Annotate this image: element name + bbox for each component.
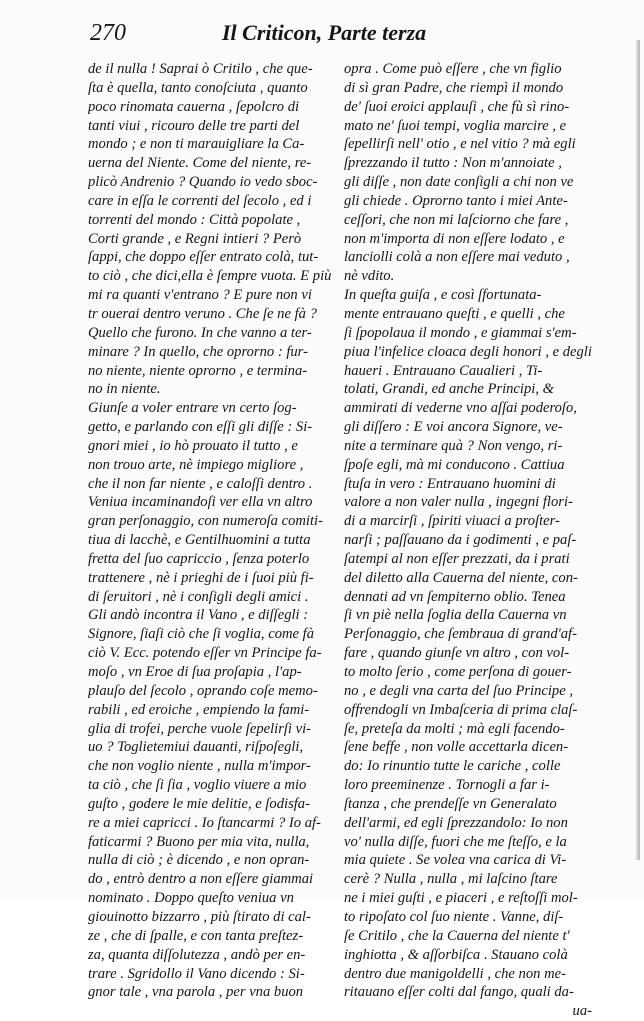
text-line: nite a terminare quà ? Non vengo, ri-	[344, 437, 563, 454]
text-line: ze , che di ſpalle, e con tanta preſtez-	[88, 927, 304, 944]
text-line: plicò Andrenio ? Quando io vedo sboc-	[88, 174, 318, 191]
text-line: Perſonaggio, che ſembraua di grand'af-	[344, 626, 577, 643]
text-line: ſi vn piè nella ſoglia della Cauerna vn	[344, 607, 567, 624]
text-line: ſepellirſi nell' otio , e nel vitio ? mà egli	[344, 136, 576, 153]
text-line: gnori miei , io hò prouato il tutto , e	[88, 437, 298, 454]
text-line: no in niente.	[88, 381, 161, 398]
text-line: poco rinomata cauerna , ſepolcro di	[88, 98, 300, 115]
text-line: no , e degli vna carta del ſuo Principe ,	[344, 682, 573, 699]
text-line: In queſta guiſa , e così ſfortunata-	[344, 287, 542, 304]
text-line: mi ra quanti v'entrano ? E pure non vi	[88, 287, 312, 304]
text-line: dell'armi, ed egli ſprezzandolo: Io non	[344, 814, 568, 831]
text-line: to molto ſerio , come perſona di gouer-	[344, 664, 572, 680]
text-line: to ciò , che dici,ella è ſempre vuota. E più	[88, 268, 332, 285]
text-line: di a marcirſi , ſpiriti viuaci a proſter-	[344, 513, 560, 530]
text-line: faticarmi ? Buono per mia vita, nulla,	[88, 833, 310, 850]
text-line: narſi ; paſſauano da i godimenti , e paſ-	[344, 532, 577, 549]
text-line: Gli andò incontra il Vano , e diſſegli :	[88, 607, 309, 624]
text-line: valore a non valer nulla , ingegni flori-	[344, 494, 573, 511]
text-line: Corti grande , e Regni intieri ? Però	[88, 230, 302, 247]
text-line: tr ouerai dentro veruno . Che ſe ne fà ?	[88, 305, 317, 322]
text-line: rabili , ed eroiche , empiendo la fami-	[88, 701, 310, 718]
page-header	[90, 16, 530, 50]
text-line: ne i miei guſti , e piaceri , e reſtoſſi mol-	[344, 890, 578, 907]
text-line: lanciolli colà a non eſſere mai veduto ,	[344, 249, 570, 266]
text-line: ciò V. Ecc. potendo eſſer vn Principe fa-	[88, 645, 322, 662]
text-line: vo' nulla diſſe, fuori che me ſteſſo, e la	[344, 833, 567, 850]
text-line: ſatempi al non eſſer prezzati, da i prati	[344, 550, 570, 567]
text-line: di ſeruitori , nè i conſigli degli amici .	[88, 588, 309, 605]
text-line: mondo ; e non ti marauigliare la Ca-	[88, 136, 305, 153]
text-column-right	[344, 60, 596, 1021]
text-line: de il nulla ! Saprai ò Critilo , che que-	[88, 61, 313, 77]
text-line: gli chiede . Oprorno tanto i miei Ante-	[344, 192, 568, 209]
text-line: Quello che furono. In che vanno a ter-	[88, 324, 312, 341]
text-line: no niente, niente oprorno , e termina-	[88, 362, 308, 379]
text-line: re a miei capricci . Io ſtancarmi ? Io af-	[88, 814, 321, 831]
text-line: ſi ſpopolaua il mondo , e giammai s'em-	[344, 324, 577, 341]
text-line: minare ? In quello, che oprorno : fur-	[88, 343, 308, 360]
text-line: opra . Come può eſſere , che vn figlio	[344, 61, 562, 77]
text-line: ammirati di vederne vno aſſai poderoſo,	[344, 400, 577, 417]
text-line: ceſſori, che non mi laſciorno che fare ,	[344, 211, 569, 228]
text-line: care in eſſa le correnti del ſecolo , ed i	[88, 192, 312, 209]
text-line: cerè ? Nulla , nulla , mi laſcino ſtare	[344, 871, 558, 888]
text-line: ritauano eſſer colti dal fango, quali da-	[344, 984, 574, 1001]
text-line: ſtanza , che prendeſſe vn Generalato	[344, 795, 557, 812]
text-line: glia di trofei, perche vuole ſepelirſi vi-	[88, 720, 312, 737]
text-line: mente entrauano queſti , e quelli , che	[344, 305, 565, 322]
text-line: del diletto alla Cauerna del niente, con-	[344, 569, 578, 586]
text-line: non m'importa di non eſſere lodato , e	[344, 230, 565, 247]
text-line: do: Io rinuntio tutte le cariche , colle	[344, 758, 561, 775]
text-line: mato ne' ſuoi tempi, voglia marcire , e	[344, 117, 567, 134]
text-column-left	[88, 60, 340, 1002]
page-spine-shadow	[636, 40, 640, 860]
text-line: uo ? Toglietemiui dauanti, riſpoſegli,	[88, 739, 304, 756]
text-line: guſto , godere le mie delitie, e ſodisfa-	[88, 795, 310, 812]
text-line: gnor tale , vna parola , per vna buon	[88, 984, 304, 1001]
text-line: moſo , vn Eroe di ſua proſapia , l'ap-	[88, 664, 302, 680]
text-line: gli diſſe , non date conſigli a chi non ve	[344, 174, 574, 191]
text-line: do , entrò dentro a non eſſere giammai	[88, 871, 314, 888]
catchword: ua-	[572, 1003, 592, 1020]
text-line: ta ciò , che ſi ſia , voglio viuere a mio	[88, 777, 307, 794]
text-line: trare . Sgridollo il Vano dicendo : Si-	[88, 965, 305, 982]
running-title: Il Criticon, Parte terza	[222, 20, 427, 45]
text-line: Signore, ſiaſi ciò che ſi voglia, come fà	[88, 626, 315, 643]
text-line: mia quiete . Se volea vna carica di Vi-	[344, 852, 567, 869]
text-line: di sì gran Padre, che riempì il mondo	[344, 79, 564, 96]
text-line: trattenere , nè i prieghi de i ſuoi più fi-	[88, 569, 314, 586]
text-line: ſtuſa in vero : Entrauano huomini di	[344, 475, 556, 492]
text-line: ſappi, che doppo eſſer entrato colà, tut-	[88, 249, 319, 266]
text-line: uerna del Niente. Come del niente, re-	[88, 155, 312, 172]
text-line: che non voglio niente , nulla m'impor-	[88, 758, 311, 775]
text-line: plauſo del ſecolo , oprando coſe memo-	[88, 682, 318, 699]
text-line: nominato . Doppo queſto veniua vn	[88, 890, 294, 907]
page-number: 270	[90, 20, 126, 46]
text-line: inghiotta , & aſſorbiſca . Stauano colà	[344, 946, 568, 963]
text-line: fretta del ſuo capriccio , ſenza poterlo	[88, 550, 310, 567]
text-line: giouinotto bizzarro , più ſtirato di cal-	[88, 908, 311, 925]
text-line: dennati ad vn ſempiterno oblio. Tenea	[344, 588, 566, 605]
text-line: fare , quando giunſe vn altro , con vol-	[344, 645, 570, 662]
text-line: za, quanta diſſolutezza , andò per en-	[88, 946, 306, 963]
text-line: gran perſonaggio, con numeroſa comiti-	[88, 513, 323, 530]
text-line: nè vdito.	[344, 268, 395, 285]
text-line: ſe Critilo , che la Cauerna del niente t'	[344, 927, 570, 944]
text-line: ſta è quella, tanto conoſciuta , quanto	[88, 79, 308, 96]
text-line: che il non far niente , e caloſſi dentro .	[88, 475, 313, 492]
text-line: tolati, Grandi, ed anche Principi, &	[344, 381, 554, 398]
text-line: dentro due manigoldelli , che non me-	[344, 965, 566, 982]
text-line: torrenti del mondo : Città popolate ,	[88, 211, 301, 228]
text-line: ſprezzando il tutto : Non m'annoiate ,	[344, 155, 562, 172]
text-line: nulla di ciò ; è dicendo , e non opran-	[88, 852, 310, 869]
text-line: Giunſe a voler entrare vn certo ſog-	[88, 400, 297, 417]
text-line: offrendogli vn Imbaſceria di prima claſ-	[344, 701, 578, 718]
text-line: to ripoſato col ſuo niente . Vanne, diſ-	[344, 908, 564, 925]
text-line: tanti viui , ricouro delle tre parti del	[88, 117, 300, 134]
text-line: ſene beffe , non volle accettarla dicen-	[344, 739, 569, 756]
text-line: getto, e parlando con eſſi gli diſſe : Si-	[88, 419, 313, 436]
text-line: tiua di lacchè, e Gentilhuomini a tutta	[88, 532, 311, 549]
text-line: gli diſſero : E voi ancora Signore, ve-	[344, 419, 563, 436]
text-line: ſe, preteſa da molti ; mà egli facendo-	[344, 720, 565, 737]
text-line: non trouo arte, nè impiego migliore ,	[88, 456, 304, 473]
text-line: loro preeminenze . Tornogli a far i-	[344, 777, 550, 794]
text-line: Veniua incaminandoſi ver ella vn altro	[88, 494, 313, 511]
text-line: haueri . Entrauano Caualieri , Ti-	[344, 362, 543, 379]
text-line: piua l'infelice cloaca degli honori , e degli	[344, 343, 592, 360]
text-line: ſpoſe egli, mà mi conducono . Cattiua	[344, 456, 565, 473]
text-line: de' ſuoi eroici applauſi , che fù sì rino-	[344, 98, 570, 115]
